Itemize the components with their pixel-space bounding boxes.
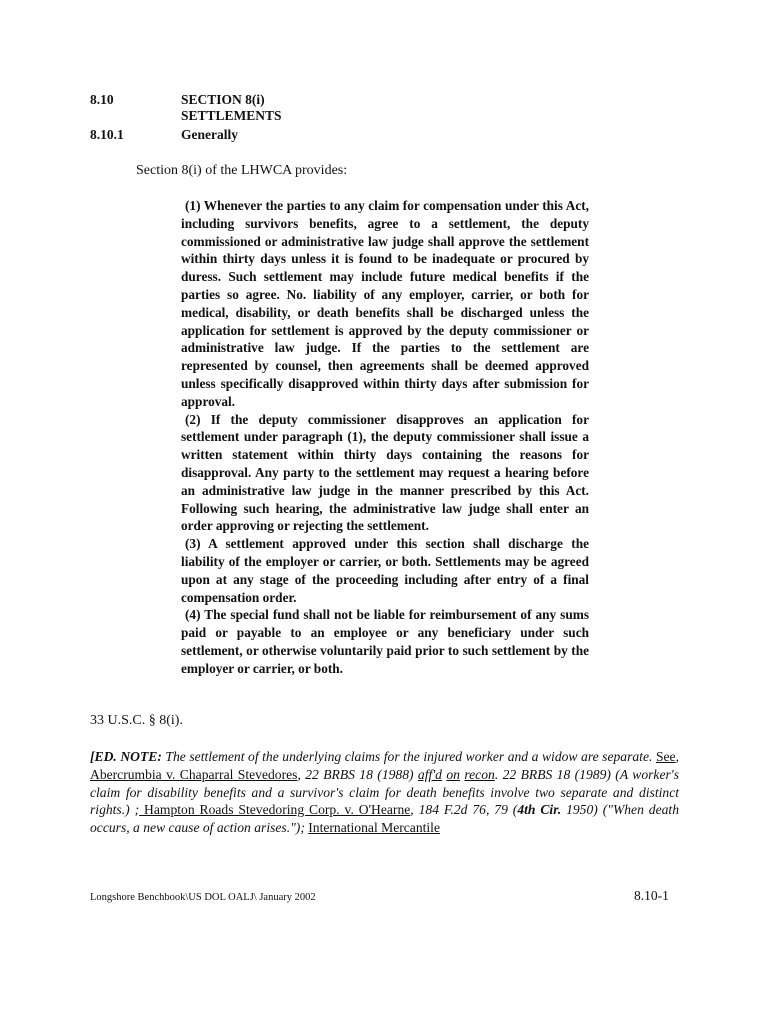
quote-paragraph-4: (4) The special fund shall not be liable for reimbursement of any sums paid or payable to an employee or any beneficiary under such settlement, or otherwise voluntarily paid prior to such settlement by the employer or carrier, or both. xyxy=(181,607,589,676)
quote-paragraph-1: (1) Whenever the parties to any claim for compensation under this Act, including survivors benefits, agree to a settlement, the deputy commissioned or administrative law judge shall approve the settlement within thirty days unless it is found to be inadequate or procured by duress. Such settlement may include future medical benefits if the parties so agree. No. liability of any employer, carrier, or both for medical, disability, or death benefits shall be discharged unless the application for settlement is approved by the deputy commissioner or administrative law judge. If the parties to the settlement are represented by counsel, then agreements shall be deemed approved unless specifically disapproved within thirty days after submission for approval. xyxy=(181,198,589,409)
ed-note-text: The settlement of the underlying claims for the injured worker and a widow are separate. xyxy=(161,749,656,764)
section-number: 8.10 xyxy=(90,92,114,107)
quote-paragraph-3: (3) A settlement approved under this section shall discharge the liability of the employer or carrier, or both. Settlements may be agreed upon at any stage of the proceeding including after entry of a final compensation order. xyxy=(181,536,589,605)
case-abercrumbia: Abercrumbia v. Chaparral Stevedores xyxy=(90,766,298,782)
intro-paragraph: Section 8(i) of the LHWCA provides: xyxy=(136,163,348,178)
ed-note-text: , 22 BRBS 18 (1988) xyxy=(297,766,418,782)
recon-signal: recon xyxy=(464,766,495,782)
section-title: SECTION 8(i) SETTLEMENTS xyxy=(181,92,282,123)
affd-signal: aff'd xyxy=(417,766,442,782)
quote-paragraph-2: (2) If the deputy commissioner disapproves an application for settlement under paragraph (1), the deputy commissioner shall issue a written statement within thirty days containing the reasons for disapproval. Any party to the settlement may request a hearing before an administrative law judge in the manner prescribed by this Act. Following such hearing, the administrative law judge shall enter an order approving or rejecting the settlement. xyxy=(181,411,589,534)
page-number: 8.10-1 xyxy=(634,888,669,903)
circuit-label: 4th Cir. xyxy=(517,802,562,818)
subsection-number: 8.10.1 xyxy=(90,127,124,142)
ed-note-label: [ED. NOTE: xyxy=(90,749,162,764)
editor-note xyxy=(90,748,679,837)
on-signal: on xyxy=(446,766,460,782)
ed-note-text: . 22 BRBS 18 (1989) (A worker's claim for disability benefits and a survivor's claim for death benefits involve two separate and distinct rights.) ; xyxy=(90,766,679,818)
subsection-title: Generally xyxy=(181,127,238,142)
statute-citation: 33 U.S.C. § 8(i). xyxy=(90,713,183,728)
statute-quote xyxy=(181,197,589,678)
case-hampton-roads: Hampton Roads Stevedoring Corp. v. O'Hearne xyxy=(139,802,411,818)
ed-note-text: , 184 F.2d 76, 79 ( xyxy=(410,802,518,818)
footer-source: Longshore Benchbook\US DOL OALJ\ January 2002 xyxy=(90,892,316,903)
case-international-mercantile: International Mercantile xyxy=(308,820,440,836)
see-signal: See xyxy=(655,749,676,764)
ed-note-text: , xyxy=(675,749,679,764)
ed-note-text: 1950) ("When death occurs, a new cause of action arises."); xyxy=(90,802,680,836)
